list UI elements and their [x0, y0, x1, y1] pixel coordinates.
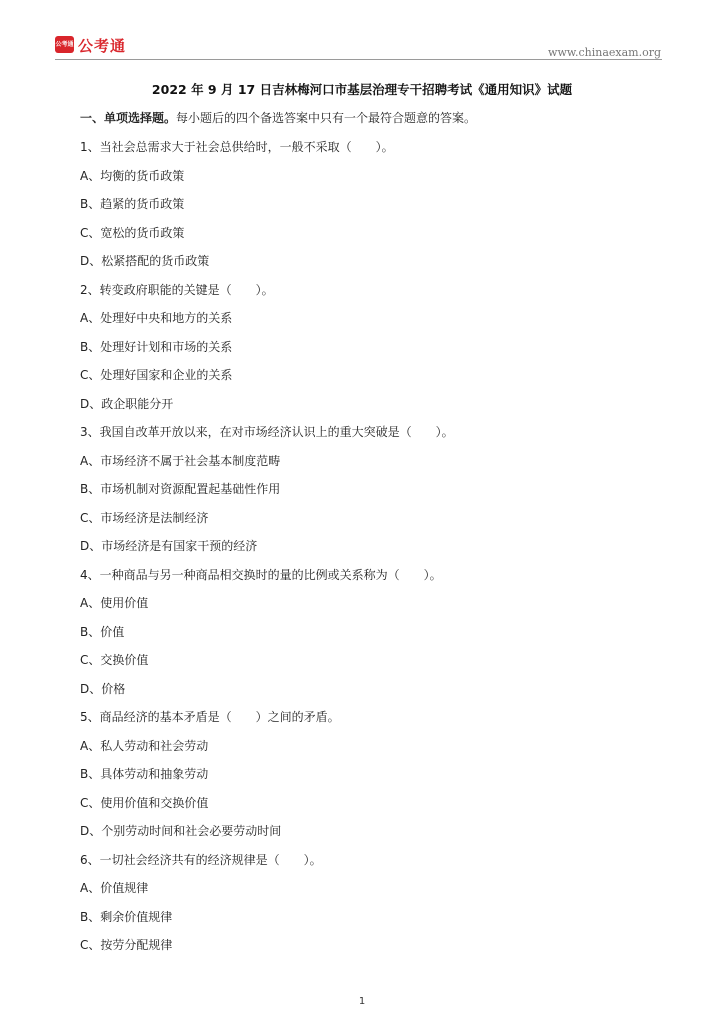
section-heading [80, 109, 476, 126]
logo-text: 公考通 [78, 37, 127, 55]
answer-option: A、处理好中央和地方的关系 [80, 311, 233, 325]
answer-option: B、具体劳动和抽象劳动 [80, 767, 209, 781]
answer-option: D、政企职能分开 [80, 396, 174, 411]
question-stem: 5、商品经济的基本矛盾是（ ）之间的矛盾。 [80, 710, 340, 724]
section-title: 一、单项选择题。 [80, 111, 177, 125]
answer-option: D、个别劳动时间和社会必要劳动时间 [80, 824, 282, 838]
page-header [0, 0, 724, 62]
question-stem: 6、一切社会经济共有的经济规律是（ ）。 [80, 852, 322, 867]
answer-option: B、处理好计划和市场的关系 [80, 339, 233, 354]
answer-option: C、市场经济是法制经济 [80, 510, 209, 525]
answer-option: B、趋紧的货币政策 [80, 197, 185, 211]
answer-option: A、使用价值 [80, 596, 149, 610]
answer-option: C、宽松的货币政策 [80, 225, 185, 240]
answer-option: D、价格 [80, 681, 126, 696]
answer-option: B、剩余价值规律 [80, 909, 173, 924]
answer-option: A、均衡的货币政策 [80, 168, 185, 183]
question-stem: 1、当社会总需求大于社会总供给时，一般不采取（ ）。 [80, 140, 394, 154]
answer-option: B、价值 [80, 624, 125, 639]
question-stem: 4、一种商品与另一种商品相交换时的量的比例或关系称为（ ）。 [80, 567, 442, 582]
answer-option: C、按劳分配规律 [80, 938, 173, 952]
answer-option: A、市场经济不属于社会基本制度范畴 [80, 453, 281, 468]
answer-option: A、私人劳动和社会劳动 [80, 738, 209, 753]
section-instruction: 每小题后的四个备选答案中只有一个最符合题意的答案。 [176, 111, 477, 125]
answer-option: D、松紧搭配的货币政策 [80, 254, 210, 268]
document-title: 2022 年 9 月 17 日吉林梅河口市基层治理专干招聘考试《通用知识》试题 [151, 82, 573, 97]
question-stem: 2、转变政府职能的关键是（ ）。 [80, 282, 274, 297]
answer-option: C、交换价值 [80, 653, 149, 667]
site-url[interactable]: www.chinaexam.org [548, 46, 661, 59]
header-divider [55, 59, 662, 60]
page-number: 1 [358, 996, 366, 1007]
answer-option: C、处理好国家和企业的关系 [80, 368, 233, 382]
question-stem: 3、我国自改革开放以来，在对市场经济认识上的重大突破是（ ）。 [80, 425, 454, 439]
answer-option: C、使用价值和交换价值 [80, 795, 209, 810]
answer-option: B、市场机制对资源配置起基础性作用 [80, 482, 281, 496]
answer-option: A、价值规律 [80, 881, 149, 895]
answer-option: D、市场经济是有国家干预的经济 [80, 539, 258, 553]
logo-icon: 公考通 [55, 36, 74, 53]
